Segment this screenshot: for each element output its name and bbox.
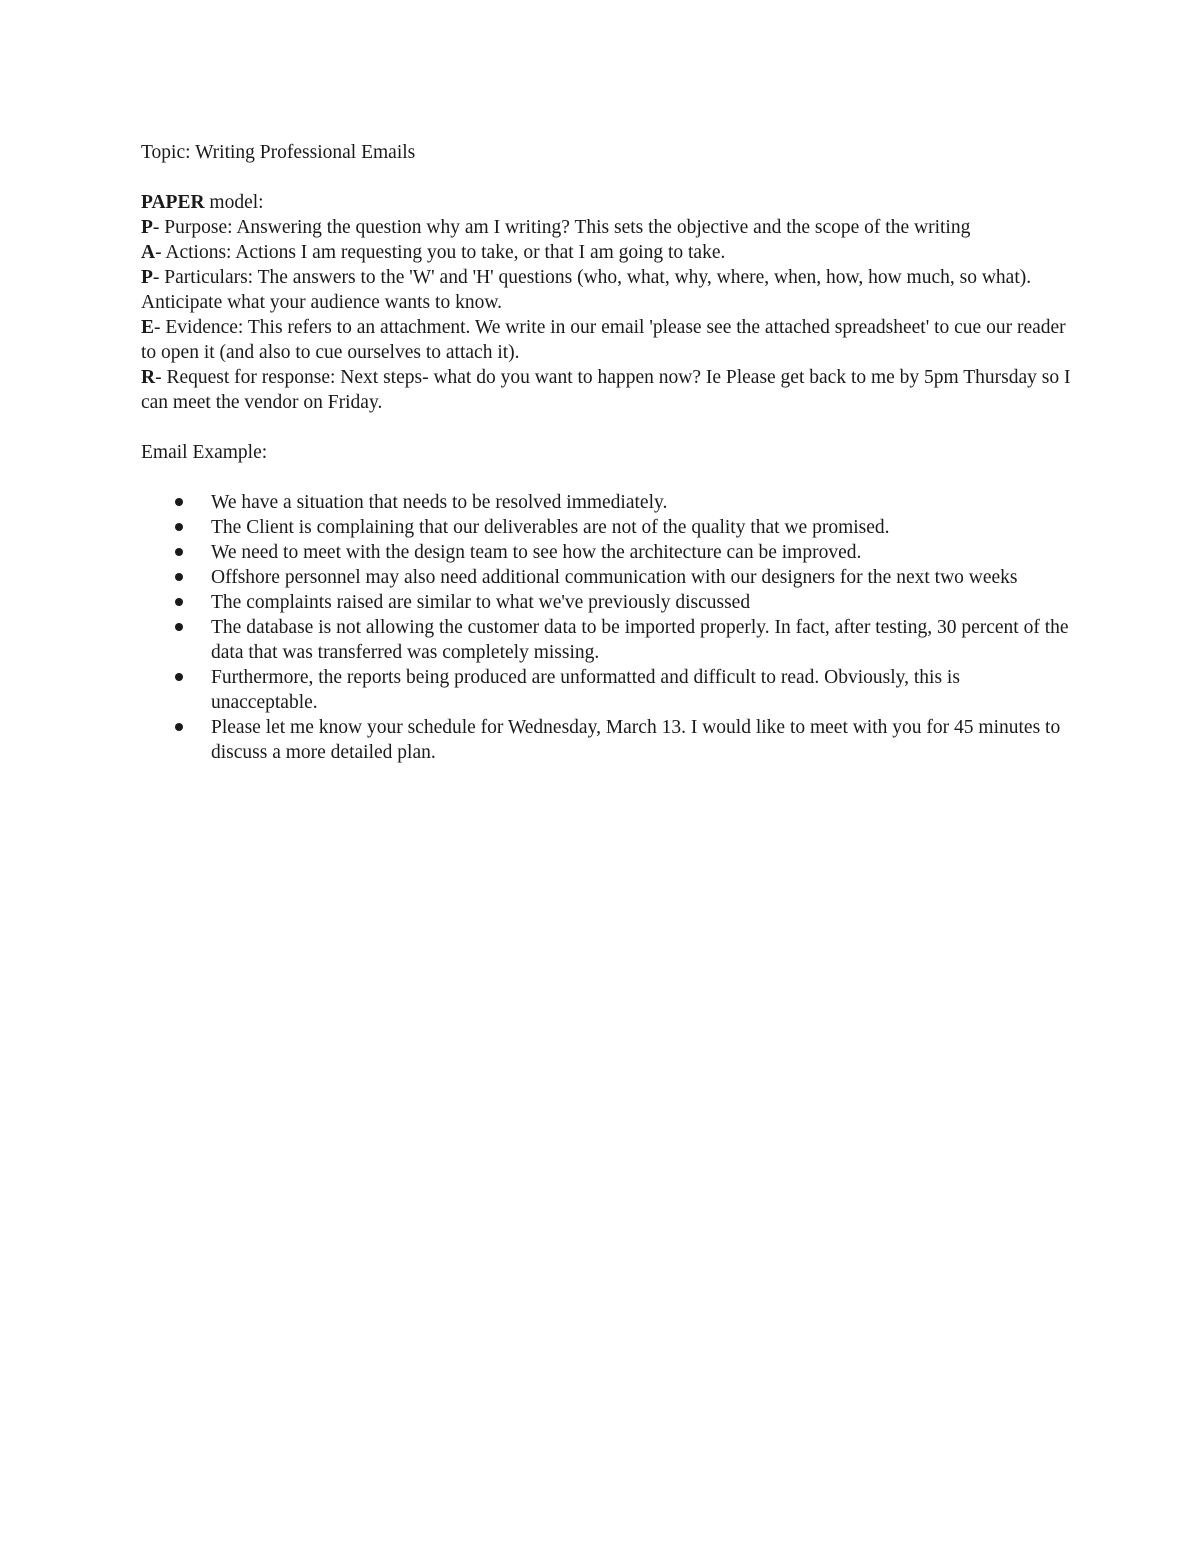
paper-item-letter: R — [141, 367, 156, 388]
paper-item-text: - Purpose: Answering the question why am I writing? This sets the objective and the scope of the writing — [152, 217, 971, 238]
topic-line: Topic: Writing Professional Emails — [141, 142, 416, 163]
paper-item-letter: P — [141, 267, 153, 288]
bullet-icon — [175, 548, 183, 556]
paper-item-actions — [141, 240, 1071, 265]
list-item-text: We need to meet with the design team to see how the architecture can be improved. — [211, 542, 862, 563]
list-item-text: Please let me know your schedule for Wednesday, March 13. I would like to meet with you for 45 minutes to discuss a more detailed plan. — [211, 717, 1061, 763]
list-item-text: Furthermore, the reports being produced are unformatted and difficult to read. Obviously, this is unacceptable. — [211, 667, 960, 713]
email-example-list — [141, 490, 1071, 765]
document-page — [141, 140, 1071, 765]
list-item-text: Offshore personnel may also need additional communication with our designers for the next two weeks — [211, 567, 1018, 588]
paper-item-particulars — [141, 265, 1071, 315]
paper-item-request — [141, 365, 1071, 415]
bullet-icon — [175, 623, 183, 631]
paper-model-heading — [141, 190, 1071, 215]
list-item — [141, 665, 1071, 715]
list-item — [141, 490, 1071, 515]
paper-item-letter: P — [141, 217, 153, 238]
paper-item-letter: A — [141, 242, 156, 263]
list-item — [141, 565, 1071, 590]
spacer — [141, 415, 1071, 440]
list-item — [141, 715, 1071, 765]
bullet-icon — [175, 498, 183, 506]
list-item — [141, 615, 1071, 665]
paper-model-heading-bold: PAPER — [141, 192, 205, 213]
bullet-icon — [175, 673, 183, 681]
paper-item-evidence — [141, 315, 1071, 365]
paper-item-letter: E — [141, 317, 155, 338]
list-item — [141, 515, 1071, 540]
list-item — [141, 590, 1071, 615]
list-item-text: We have a situation that needs to be resolved immediately. — [211, 492, 668, 513]
paper-item-text: - Particulars: The answers to the 'W' and 'H' questions (who, what, why, where, when, how, how much, so what). Anticipate what your audience wants to know. — [141, 267, 1032, 313]
paper-model-heading-rest: model: — [204, 192, 264, 213]
list-item-text: The Client is complaining that our deliverables are not of the quality that we promised. — [211, 517, 890, 538]
spacer — [141, 165, 1071, 190]
paper-item-text: - Evidence: This refers to an attachment. We write in our email 'please see the attached spreadsheet' to cue our reader to open it (and also to cue ourselves to attach it). — [141, 317, 1066, 363]
bullet-icon — [175, 598, 183, 606]
paper-item-text: - Request for response: Next steps- what do you want to happen now? Ie Please get back to me by 5pm Thursday so I can meet the vendor on Friday. — [141, 367, 1071, 413]
bullet-icon — [175, 573, 183, 581]
list-item — [141, 540, 1071, 565]
paper-item-purpose — [141, 215, 1071, 240]
paper-item-text: - Actions: Actions I am requesting you to take, or that I am going to take. — [155, 242, 726, 263]
bullet-icon — [175, 723, 183, 731]
spacer — [141, 465, 1071, 490]
email-example-heading: Email Example: — [141, 442, 268, 463]
list-item-text: The complaints raised are similar to what we've previously discussed — [211, 592, 751, 613]
bullet-icon — [175, 523, 183, 531]
list-item-text: The database is not allowing the customer data to be imported properly. In fact, after testing, 30 percent of the data that was transferred was completely missing. — [211, 617, 1069, 663]
